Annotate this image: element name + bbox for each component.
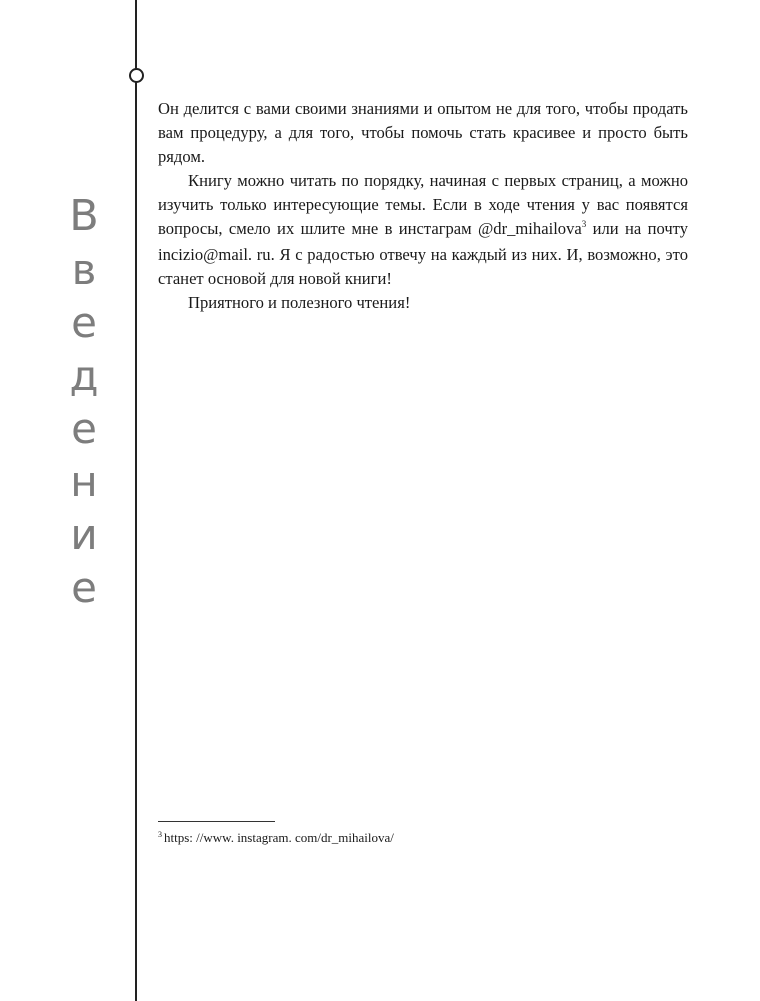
footnote xyxy=(158,829,394,848)
chapter-title-vertical xyxy=(54,190,114,614)
chapter-title-letter: и xyxy=(70,510,98,559)
chapter-title-letter: е xyxy=(71,298,97,347)
paragraph-2-text-continued: или на почту incizio@mail. ru. Я с радостью отвечу на каждый из них. И, возможно, это станет основой для новой книги! xyxy=(158,219,689,288)
chapter-title-letter: В xyxy=(69,191,99,241)
chapter-title-letter: н xyxy=(70,457,98,506)
paragraph-1: Он делится с вами своими знаниями и опытом не для того, чтобы продать вам процедуру, а для того, чтобы помочь стать красивее и просто быть рядом. xyxy=(158,99,688,166)
chapter-title-letter: в xyxy=(71,245,97,294)
footnote-marker: 3 xyxy=(158,830,162,839)
chapter-title-letter: е xyxy=(71,563,97,612)
footnote-link[interactable]: https: //www. instagram. com/dr_mihailova/ xyxy=(164,830,394,845)
body-text xyxy=(158,97,688,315)
footnote-reference[interactable]: 3 xyxy=(581,219,587,229)
chapter-title-letter: д xyxy=(69,351,99,400)
chapter-title-letter: е xyxy=(71,404,97,453)
paragraph-2-text: Книгу можно читать по порядку, начиная с первых страниц, а можно изучить только интересующие темы. Если в ходе чтения у вас появятся вопросы, смело их шлите мне в инстаграм @dr_mihailova xyxy=(158,171,688,238)
vertical-divider-line xyxy=(135,0,137,1001)
footnote-separator xyxy=(158,821,275,822)
paragraph-3: Приятного и полезного чтения! xyxy=(188,293,411,312)
circle-marker-icon xyxy=(129,68,144,83)
paragraph-2 xyxy=(158,169,688,291)
